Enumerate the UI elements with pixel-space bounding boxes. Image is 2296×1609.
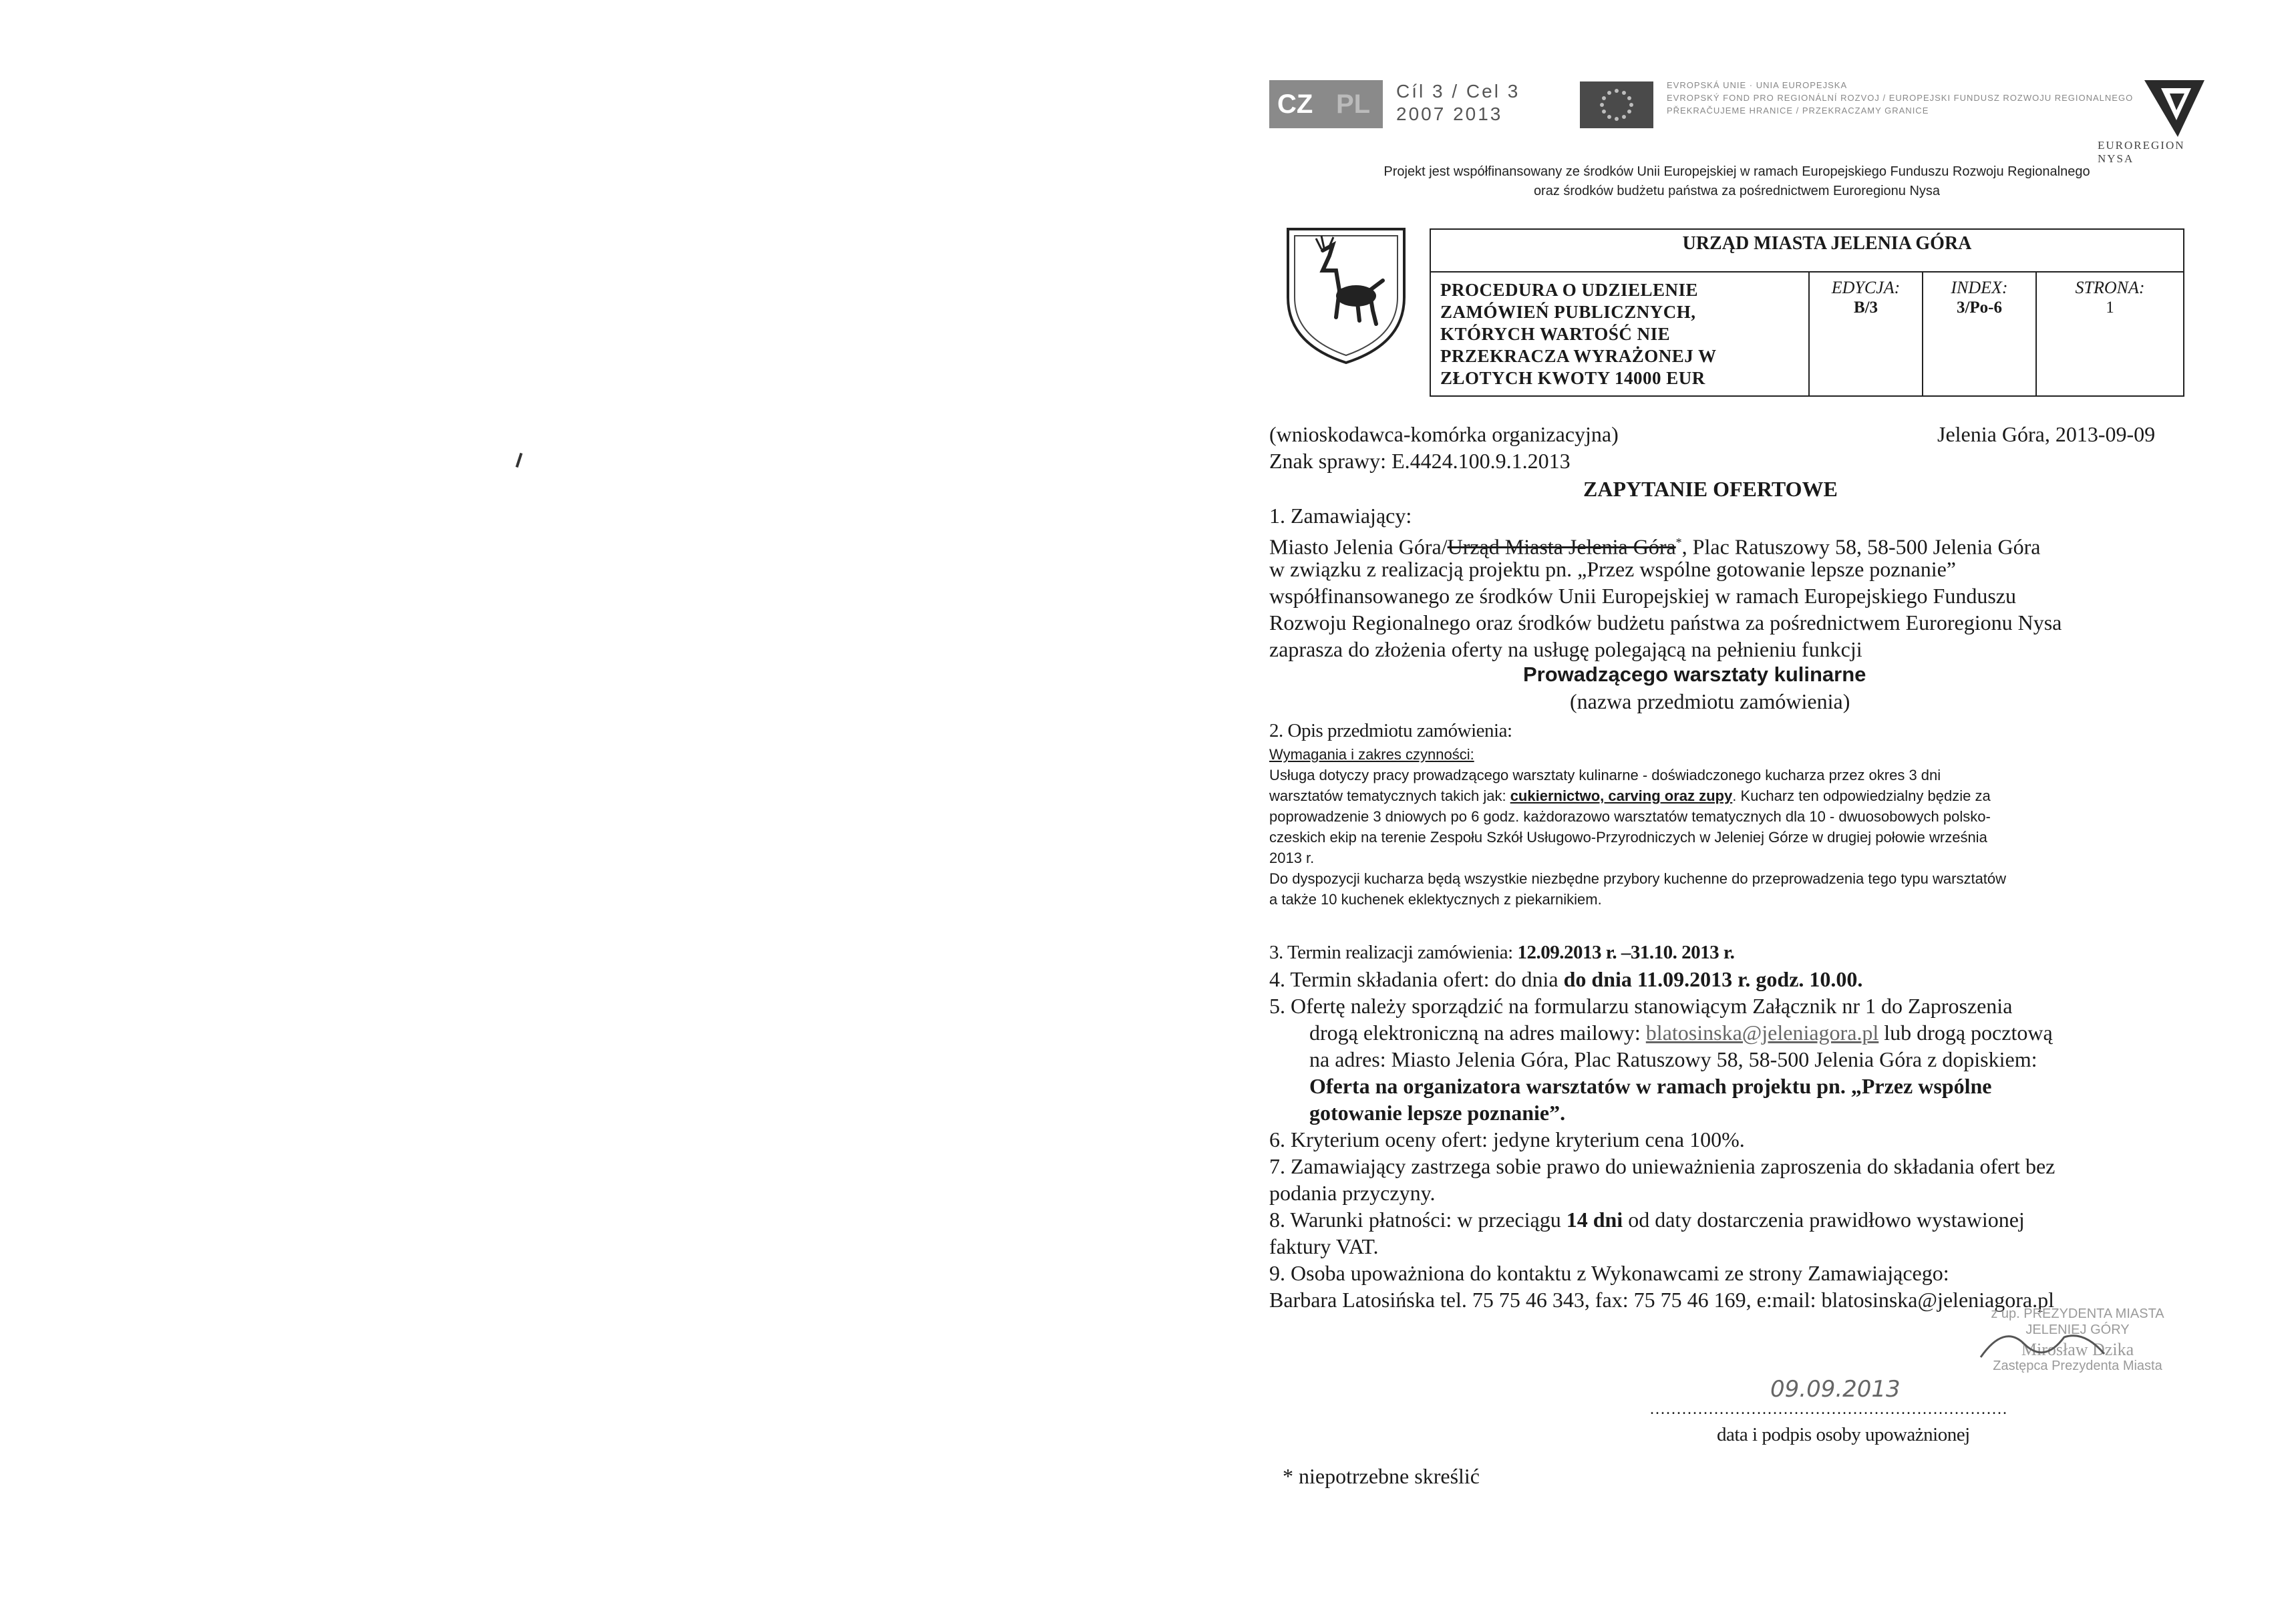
edition-value: B/3 — [1853, 299, 1878, 317]
cz-pl-logo-box — [1269, 80, 1383, 128]
procedure-line-3: KTÓRYCH WARTOŚĆ NIE — [1440, 324, 1671, 344]
section-2-line-4: czeskich ekip na terenie Zespołu Szkół Usługowo-Przyrodniczych w Jeleniej Górze w drugiej połowie września — [1269, 829, 1987, 846]
s2-l2a: warsztatów tematycznych takich jak: — [1269, 787, 1510, 804]
footnote: * niepotrzebne skreślić — [1283, 1464, 1480, 1488]
section-8-line-2: faktury VAT. — [1269, 1234, 1379, 1258]
euroregion-text: EUROREGION NYSA — [2098, 139, 2185, 165]
section-2-line-2 — [1269, 785, 1991, 806]
eu-line-2: EVROPSKÝ FOND PRO REGIONÁLNÍ ROZVOJ / EUROPEJSKI FUNDUSZ ROZWOJU REGIONALNEGO — [1667, 93, 2134, 103]
subject: Prowadzącego warsztaty kulinarne — [1523, 663, 1866, 686]
s1-city: Miasto Jelenia Góra/ — [1269, 534, 1448, 559]
eu-fund-text — [1667, 79, 2188, 117]
s2-l2c: . Kucharz ten odpowiedzialny będzie za — [1732, 787, 1991, 804]
case-reference: Znak sprawy: E.4424.100.9.1.2013 — [1269, 449, 1571, 473]
stray-mark — [516, 453, 523, 468]
cel-line-2: 2007 2013 — [1396, 104, 1503, 124]
section-1-line-2: w związku z realizacją projektu pn. „Przez wspólne gotowanie lepsze poznanie” — [1269, 557, 1956, 581]
section-7-line-1: 7. Zamawiający zastrzega sobie prawo do unieważnienia zaproszenia do składania ofert bez — [1269, 1154, 2056, 1178]
edition-cell — [1808, 273, 1922, 397]
office-name: URZĄD MIASTA JELENIA GÓRA — [1682, 233, 1972, 254]
cofinancing-line-2: oraz środków budżetu państwa za pośrednictwem Euroregionu Nysa — [1533, 184, 1941, 198]
s8b: 14 dni — [1566, 1208, 1623, 1232]
s2-l2b: cukiernictwo, carving oraz zupy — [1510, 787, 1733, 804]
cel-text — [1396, 80, 1520, 126]
s5-l2b: lub drogą pocztową — [1878, 1021, 2053, 1045]
place-date: Jelenia Góra, 2013-09-09 — [1937, 422, 2156, 446]
page-label: STRONA: — [2075, 278, 2145, 297]
eu-flag-icon — [1580, 81, 1653, 128]
section-2-line-5: 2013 r. — [1269, 850, 1315, 866]
section-2-heading: 2. Opis przedmiotu zamówienia: — [1269, 720, 1512, 741]
s8c: od daty dostarczenia prawidłowo wystawionej — [1623, 1208, 2025, 1232]
subject-caption: (nazwa przedmiotu zamówienia) — [1570, 689, 1850, 713]
cel-line-1: Cíl 3 / Cel 3 — [1396, 81, 1520, 102]
letter-title: ZAPYTANIE OFERTOWE — [1583, 477, 1838, 501]
procedure-header-table — [1430, 228, 2184, 397]
section-2-requirements: Wymagania i zakres czynności: — [1269, 746, 1474, 763]
document-page — [1269, 67, 2204, 1563]
section-1-line-4: Rozwoju Regionalnego oraz środków budżetu państwa za pośrednictwem Euroregionu Nysa — [1269, 610, 2062, 635]
eu-line-1: EVROPSKÁ UNIE · UNIA EUROPEJSKA — [1667, 80, 1848, 90]
procedure-line-5: ZŁOTYCH KWOTY 14000 EUR — [1440, 368, 1705, 388]
section-5-line-2 — [1309, 1019, 2053, 1046]
section-5-line-1: 5. Ofertę należy sporządzić na formularzu stanowiącym Załącznik nr 1 do Zaproszenia — [1269, 994, 2013, 1018]
section-5-line-3: na adres: Miasto Jelenia Góra, Plac Ratuszowy 58, 58-500 Jelenia Góra z dopiskiem: — [1309, 1047, 2037, 1071]
s3b: 12.09.2013 r. –31.10. 2013 r. — [1517, 942, 1735, 963]
section-8-line-1 — [1269, 1206, 2025, 1233]
section-1-line-3: współfinansowanego ze środków Unii Europejskiej w ramach Europejskiego Funduszu — [1269, 584, 2016, 608]
pl-logo-text: PL — [1336, 90, 1371, 119]
s1-rest: , Plac Ratuszowy 58, 58-500 Jelenia Góra — [1681, 534, 2041, 559]
s5-l2a: drogą elektroniczną na adres mailowy: — [1309, 1021, 1646, 1045]
stamp-line-1: z up. PREZYDENTA MIASTA — [1991, 1306, 2164, 1321]
section-9-line-2: Barbara Latosińska tel. 75 75 46 343, fax: 75 75 46 169, e:mail: blatosinska@jeleniagora.pl — [1269, 1288, 2054, 1312]
cz-logo-text: CZ — [1277, 90, 1313, 119]
section-2-line-3: poprowadzenie 3 dniowych po 6 godz. każdorazowo warsztatów tematycznych dla 10 - dwuosobowych polsko- — [1269, 808, 1991, 825]
stamp-line-3: Mirosław Dzika — [2021, 1340, 2134, 1359]
section-2-line-1: Usługa dotyczy pracy prowadzącego warsztaty kulinarne - doświadczonego kucharza przez okres 3 dni — [1269, 767, 1941, 783]
section-2-line-7: a także 10 kuchenek eklektycznych z piekarnikiem. — [1269, 891, 1602, 908]
procedure-title-cell — [1431, 273, 1808, 397]
index-cell — [1922, 273, 2035, 397]
procedure-line-2: ZAMÓWIEŃ PUBLICZNYCH, — [1440, 302, 1696, 322]
section-1-line-5: zaprasza do złożenia oferty na usługę polegającą na pełnieniu funkcji — [1269, 637, 1862, 661]
section-4 — [1269, 966, 1862, 993]
s8a: 8. Warunki płatności: w przeciągu — [1269, 1208, 1567, 1232]
city-crest-icon — [1283, 224, 1410, 367]
section-1-heading: 1. Zamawiający: — [1269, 504, 1412, 528]
section-3 — [1269, 939, 1734, 966]
section-2-line-6: Do dyspozycji kucharza będą wszystkie niezbędne przybory kuchenne do przeprowadzenia tego typu warsztatów — [1269, 870, 2007, 887]
section-5-line-5: gotowanie lepsze poznanie”. — [1309, 1101, 1566, 1125]
eu-line-3: PŘEKRAČUJEME HRANICE / PRZEKRACZAMY GRANICE — [1667, 106, 1929, 116]
procedure-line-4: PRZEKRACZA WYRAŻONEJ W — [1440, 346, 1717, 366]
page-cell — [2035, 273, 2183, 397]
email-link[interactable]: blatosinska@jeleniagora.pl — [1645, 1021, 1879, 1045]
procedure-title — [1431, 273, 1808, 389]
s4a: 4. Termin składania ofert: do dnia — [1269, 967, 1564, 991]
applicant: (wnioskodawca-komórka organizacyjna) — [1269, 422, 1619, 446]
section-9-line-1: 9. Osoba upoważniona do kontaktu z Wykonawcami ze strony Zamawiającego: — [1269, 1261, 1949, 1285]
office-row — [1431, 230, 2183, 273]
signature — [1977, 1317, 2111, 1374]
signature-line: ................................................................... — [1650, 1401, 2008, 1418]
s1-star: * — [1675, 536, 1682, 549]
section-7-line-2: podania przyczyny. — [1269, 1181, 1436, 1205]
section-5-line-4: Oferta na organizatora warsztatów w ramach projektu pn. „Przez wspólne — [1309, 1074, 1992, 1098]
cofinancing-line-1: Projekt jest współfinansowany ze środków Unii Europejskiej w ramach Europejskiego Funduszu Rozwoju Regionalnego — [1383, 164, 2090, 179]
procedure-line-1: PROCEDURA O UDZIELENIE — [1440, 280, 1699, 300]
letter-body — [1269, 421, 2204, 1556]
cz-pl-logo — [1269, 80, 1583, 130]
s1-struck: Urząd Miasta Jelenia Góra — [1447, 534, 1676, 559]
handwritten-date: 09.09.2013 — [1770, 1376, 1901, 1403]
stamp-line-2: JELENIEJ GÓRY — [2025, 1322, 2130, 1337]
euroregion-nysa-logo — [2138, 73, 2211, 147]
stamp-line-4: Zastępca Prezydenta Miasta — [1993, 1359, 2162, 1373]
section-6: 6. Kryterium oceny ofert: jedyne kryterium cena 100%. — [1269, 1127, 1745, 1151]
s4b: do dnia 11.09.2013 r. godz. 10.00. — [1563, 967, 1863, 991]
page-value: 1 — [2106, 299, 2114, 317]
index-label: INDEX: — [1951, 278, 2008, 297]
index-value: 3/Po-6 — [1956, 299, 2003, 317]
s3a: 3. Termin realizacji zamówienia: — [1269, 942, 1518, 963]
cofinancing-note — [1309, 162, 2164, 201]
signature-caption: data i podpis osoby upoważnionej — [1717, 1424, 1970, 1445]
edition-label: EDYCJA: — [1831, 278, 1901, 297]
